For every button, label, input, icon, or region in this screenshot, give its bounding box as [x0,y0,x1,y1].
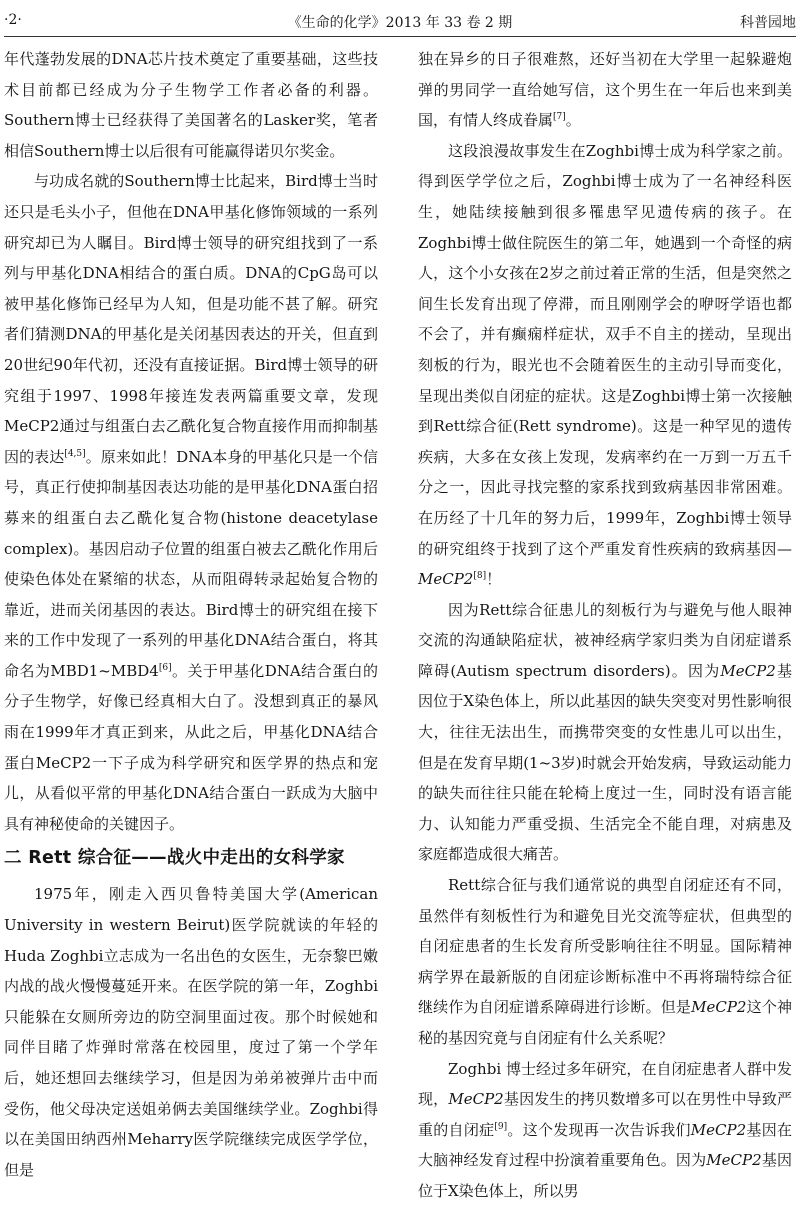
section-heading: 二 Rett 综合征——战火中走出的女科学家 [4,848,345,869]
text-run: 。原来如此！DNA本身的甲基化只是一个信号，真正行使抑制基因表达功能的是甲基化DNA蛋白招募来的组蛋白去乙酰化复合物(histone deacetylase complex)。基因启动子位置的组蛋白被去乙酰化作用后使染色体处在紧缩的状态，从而阻碍转录起始复合物的靠近，进而关闭基因的表达。Bird博士的研究组在接下来的工作中发现了一系列的甲基化DNA结合蛋白，将其命名为MBD1~MBD4 [4,447,378,680]
left-paragraph-3: 1975年，刚走入西贝鲁特美国大学(American University in western Beirut)医学院就读的年轻的Huda Zoghbi立志成为一名出色的女医生，无奈黎巴嫩内战的战火慢慢蔓延开来。在医学院的第一年，Zoghbi只能躲在女厕所旁边的防空洞里面过夜。那个时候她和同伴目睹了炸弹时常落在校园里，度过了第一个学年后，她还想回去继续学习，但是因为弟弟被弹片击中而受伤，他父母决定送姐弟俩去美国继续学业。Zoghbi得以在美国田纳西州Meharry医学院继续完成医学学位，但是 [4,885,378,1179]
right-column [418,44,792,1200]
text-run: 这段浪漫故事发生在Zoghbi博士成为科学家之前。得到医学学位之后，Zoghbi博士成为了一名神经科医生，她陆续接触到很多罹患罕见遗传病的孩子。在Zoghbi博士做住院医生的第二年，她遇到一个奇怪的病人，这个小女孩在2岁之前过着正常的生活，但是突然之间生长发育出现了停滞，而且刚刚学会的咿呀学语也都不会了，并有癫痫样症状，双手不自主的搓动，呈现出刻板的行为，眼光也不会随着医生的主动引导而变化，呈现出类似自闭症的症状。这是Zoghbi博士第一次接触到Rett综合征(Rett syndrome)。这是一种罕见的遗传疾病，大多在女孩上发现，发病率约在一万到一万五千分之一，因此寻找完整的家系找到致病基因非常困难。在历经了十几年的努力后，1999年，Zoghbi博士领导的研究组终于找到了这个严重发育性疾病的致病基因— [418,141,792,558]
text-run: 。这个发现再一次告诉我们 [507,1120,691,1139]
text-run: Rett综合征与我们通常说的典型自闭症还有不同，虽然伴有刻板性行为和避免目光交流等症状，但典型的自闭症患者的生长发育所受影响往往不明显。国际精神病学界在最新版的自闭症诊断标准中不再将瑞特综合征继续作为自闭症谱系障碍进行诊断。但是 [418,876,792,1017]
gene-name: MeCP2 [418,570,474,589]
citation: [7] [553,112,566,123]
header-divider [4,36,796,37]
text-run: 基因在大脑神经发育过程中扮演着重要角色。因为 [418,1120,792,1170]
column-name: 科普园地 [740,15,796,31]
text-run: 与功成名就的Southern博士比起来，Bird博士当时还只是毛头小子，但他在DNA甲基化修饰领域的一系列研究却已为人瞩目。Bird博士领导的研究组找到了一系列与甲基化DNA相结合的蛋白质。DNA的CpG岛可以被甲基化修饰已经早为人知，但是功能不甚了解。研究者们猜测DNA的甲基化是关闭基因表达的开关，但直到20世纪90年代初，还没有直接证据。Bird博士领导的研究组于1997、1998年接连发表两篇重要文章，发现MeCP2通过与组蛋白去乙酰化复合物直接作用而抑制基因的表达 [4,172,378,466]
citation: [6] [158,662,172,673]
text-run: 。关于甲基化DNA结合蛋白的分子生物学，好像已经真相大白了。没想到真正的暴风雨在1999年才真正到来，从此之后，甲基化DNA结合蛋白MeCP2一下子成为科学研究和医学界的热点和宠儿，从看似平常的甲基化DNA结合蛋白一跃成为大脑中具有神秘使命的关键因子。 [4,661,378,833]
text-run: 基因发生的拷贝数增多可以在男性中导致严重的自闭症 [418,1090,792,1139]
left-column [4,44,378,1179]
text-run: 因为Rett综合征患儿的刻板行为与避免与他人眼神交流的沟通缺陷症状，被神经病学家归类为自闭症谱系障碍(Autism spectrum disorders)。因为 [418,600,792,680]
text-run: ！ [486,570,502,589]
right-paragraph-2 [418,136,792,595]
citation: [9] [494,1121,508,1132]
text-run: 独在异乡的日子很难熬，还好当初在大学里一起躲避炮弹的男同学一直给她写信，这个男生在一年后也来到美国，有情人终成眷属 [418,50,792,130]
right-paragraph-4 [418,870,792,1054]
text-run: 基因位于X染色体上，所以此基因的缺失突变对男性影响很大，往往无法出生，而携带突变的女性患儿可以出生，但是在发育早期(1~3岁)时就会开始发病，导致运动能力的缺失而往往只能在轮椅上度过一生，同时没有语言能力、认知能力严重受损、生活完全不能自理，对病患及家庭都造成很大痛苦。 [418,661,792,864]
text-run: Zoghbi 博士经过多年研究，在自闭症患者人群中发现， [418,1059,792,1109]
gene-name: MeCP2 [690,1120,747,1139]
text-run: 。 [565,111,581,130]
right-paragraph-1 [418,44,792,136]
text-run: 基因位于X染色体上，所以男 [418,1151,792,1200]
gene-name: MeCP2 [706,1151,762,1170]
journal-citation: 《生命的化学》2013 年 33 卷 2 期 [287,15,513,31]
text-run: 这个神秘的基因究竟与自闭症有什么关系呢？ [418,998,792,1047]
citation: [8] [473,571,487,582]
page-number: ·2· [4,12,22,28]
right-paragraph-3 [418,595,792,870]
gene-name: MeCP2 [691,998,747,1017]
gene-name: MeCP2 [720,661,776,680]
citation: [4,5] [64,448,86,459]
left-paragraph-2 [4,166,378,839]
gene-name: MeCP2 [448,1090,504,1109]
left-paragraph-1: 年代蓬勃发展的DNA芯片技术奠定了重要基础，这些技术目前都已经成为分子生物学工作者必备的利器。Southern博士已经获得了美国著名的Lasker奖，笔者相信Southern博士以后很有可能赢得诺贝尔奖金。 [4,50,378,160]
right-paragraph-5 [418,1054,792,1207]
